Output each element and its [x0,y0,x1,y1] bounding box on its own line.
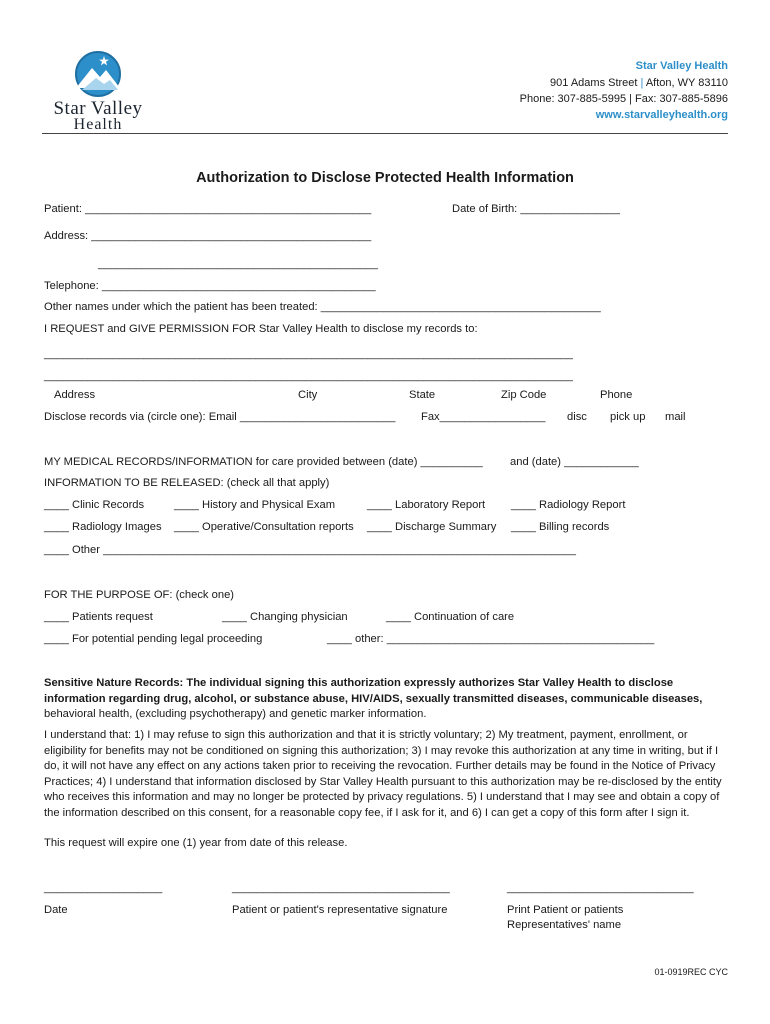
patient-signature-line[interactable]: ___________________________________ [232,882,450,894]
purpose-patients-request[interactable]: ____ Patients request [44,611,153,623]
check-radiology-report[interactable]: ____ Radiology Report [511,499,626,511]
check-laboratory-report[interactable]: ____ Laboratory Report [367,499,486,511]
sensitive-records-paragraph [44,676,730,723]
col-label-zip: Zip Code [501,389,547,401]
purpose-other[interactable]: ____ other: ___________________________________________ [327,633,655,645]
col-label-phone: Phone [600,389,633,401]
org-address-street: 901 Adams Street [550,77,641,89]
purpose-legal-proceeding[interactable]: ____ For potential pending legal proceeding [44,633,263,645]
patient-field[interactable]: Patient: ______________________________________________ [44,203,372,215]
care-date-from[interactable]: MY MEDICAL RECORDS/INFORMATION for care provided between (date) __________ [44,456,483,468]
check-history-physical[interactable]: ____ History and Physical Exam [174,499,336,511]
sensitive-records-bold: Sensitive Nature Records: The individual signing this authorization expressly authorizes Star Valley Health to disclose information regarding drug, alcohol, or substance abuse, HIV/AIDS, sexually transmitted diseases, communicable diseases, [44,677,703,705]
info-released-heading: INFORMATION TO BE RELEASED: (check all that apply) [44,477,330,489]
purpose-heading: FOR THE PURPOSE OF: (check one) [44,589,235,601]
telephone-field[interactable]: Telephone: ____________________________________________ [44,280,376,292]
understand-paragraph: I understand that: 1) I may refuse to sign this authorization and that it is strictly voluntary; 2) My treatment, payment, enrollment, or eligibility for benefits may not be conditioned on signing this authorization; 3) I may revoke this authorization at any time in writing, but if I do, it will not have any effect on any actions taken prior to receiving the revocation. Further details may be found in the Notice of Privacy Practices; 4) I understand that information disclosed by Star Valley Health pursuant to this authorization may be re-disclosed by the entity who receives this information and may no longer be protected by privacy regulations. 5) I understand that I may see and obtain a copy of the information described on this consent, for a reasonable copy fee, if I ask for it, and 6) I can get a copy of this form after I sign it. [44,729,722,819]
recipient-line-2[interactable]: _____________________________________________________________________________________ [44,370,573,382]
col-label-state: State [409,389,436,401]
print-name-label-2: Representatives' name [507,919,622,931]
disclose-via-fax[interactable]: Fax_________________ [421,411,546,423]
form-code: 01-0919REC CYC [654,967,728,977]
print-name-line[interactable]: ______________________________ [507,882,694,894]
mountain-star-logo-icon [42,50,154,100]
col-label-city: City [298,389,318,401]
recipient-line-1[interactable]: _____________________________________________________________________________________ [44,348,573,360]
org-address-separator: | [640,77,644,89]
logo-text-star-valley: Star Valley [53,98,143,119]
address-field[interactable]: Address: _____________________________________________ [44,230,372,242]
request-statement: I REQUEST and GIVE PERMISSION FOR Star Valley Health to disclose my records to: [44,323,478,335]
check-discharge-summary[interactable]: ____ Discharge Summary [367,521,497,533]
check-billing-records[interactable]: ____ Billing records [511,521,610,533]
purpose-changing-physician[interactable]: ____ Changing physician [222,611,348,623]
signature-label: Patient or patient's representative signature [232,904,448,916]
logo [42,50,154,132]
sensitive-records-normal: behavioral health, (excluding psychotherapy) and genetic marker information. [44,708,427,721]
org-name: Star Valley Health [635,60,728,72]
check-other[interactable]: ____ Other ____________________________________________________________________________ [44,544,576,556]
check-clinic-records[interactable]: ____ Clinic Records [44,499,145,511]
other-names-field[interactable]: Other names under which the patient has been treated: _____________________________________________ [44,301,601,313]
org-website-link[interactable]: www.starvalleyhealth.org [595,109,728,121]
org-address-city: Afton, WY 83110 [643,77,728,89]
date-signature-line[interactable]: ___________________ [44,882,163,894]
print-name-label-1: Print Patient or patients [507,904,624,916]
logo-text-health: Health [73,116,123,133]
date-label: Date [44,904,68,916]
disclose-via-disc[interactable]: disc [567,411,587,423]
address-line-2[interactable]: _____________________________________________ [98,258,378,270]
header-divider [42,133,728,134]
disclose-via-email[interactable]: Disclose records via (circle one): Email _________________________ [44,411,396,423]
expiration-statement: This request will expire one (1) year from date of this release. [44,837,348,849]
check-radiology-images[interactable]: ____ Radiology Images [44,521,162,533]
org-address [550,77,728,89]
form-title: Authorization to Disclose Protected Health Information [196,170,574,186]
care-date-to[interactable]: and (date) ____________ [510,456,639,468]
check-operative-consultation[interactable]: ____ Operative/Consultation reports [174,521,354,533]
purpose-continuation-care[interactable]: ____ Continuation of care [386,611,515,623]
org-phone: Phone: 307-885-5995 | Fax: 307-885-5896 [519,93,728,105]
disclose-via-pickup[interactable]: pick up [610,411,646,423]
dob-field[interactable]: Date of Birth: ________________ [452,203,620,215]
disclose-via-mail[interactable]: mail [665,411,686,423]
col-label-address: Address [54,389,96,401]
